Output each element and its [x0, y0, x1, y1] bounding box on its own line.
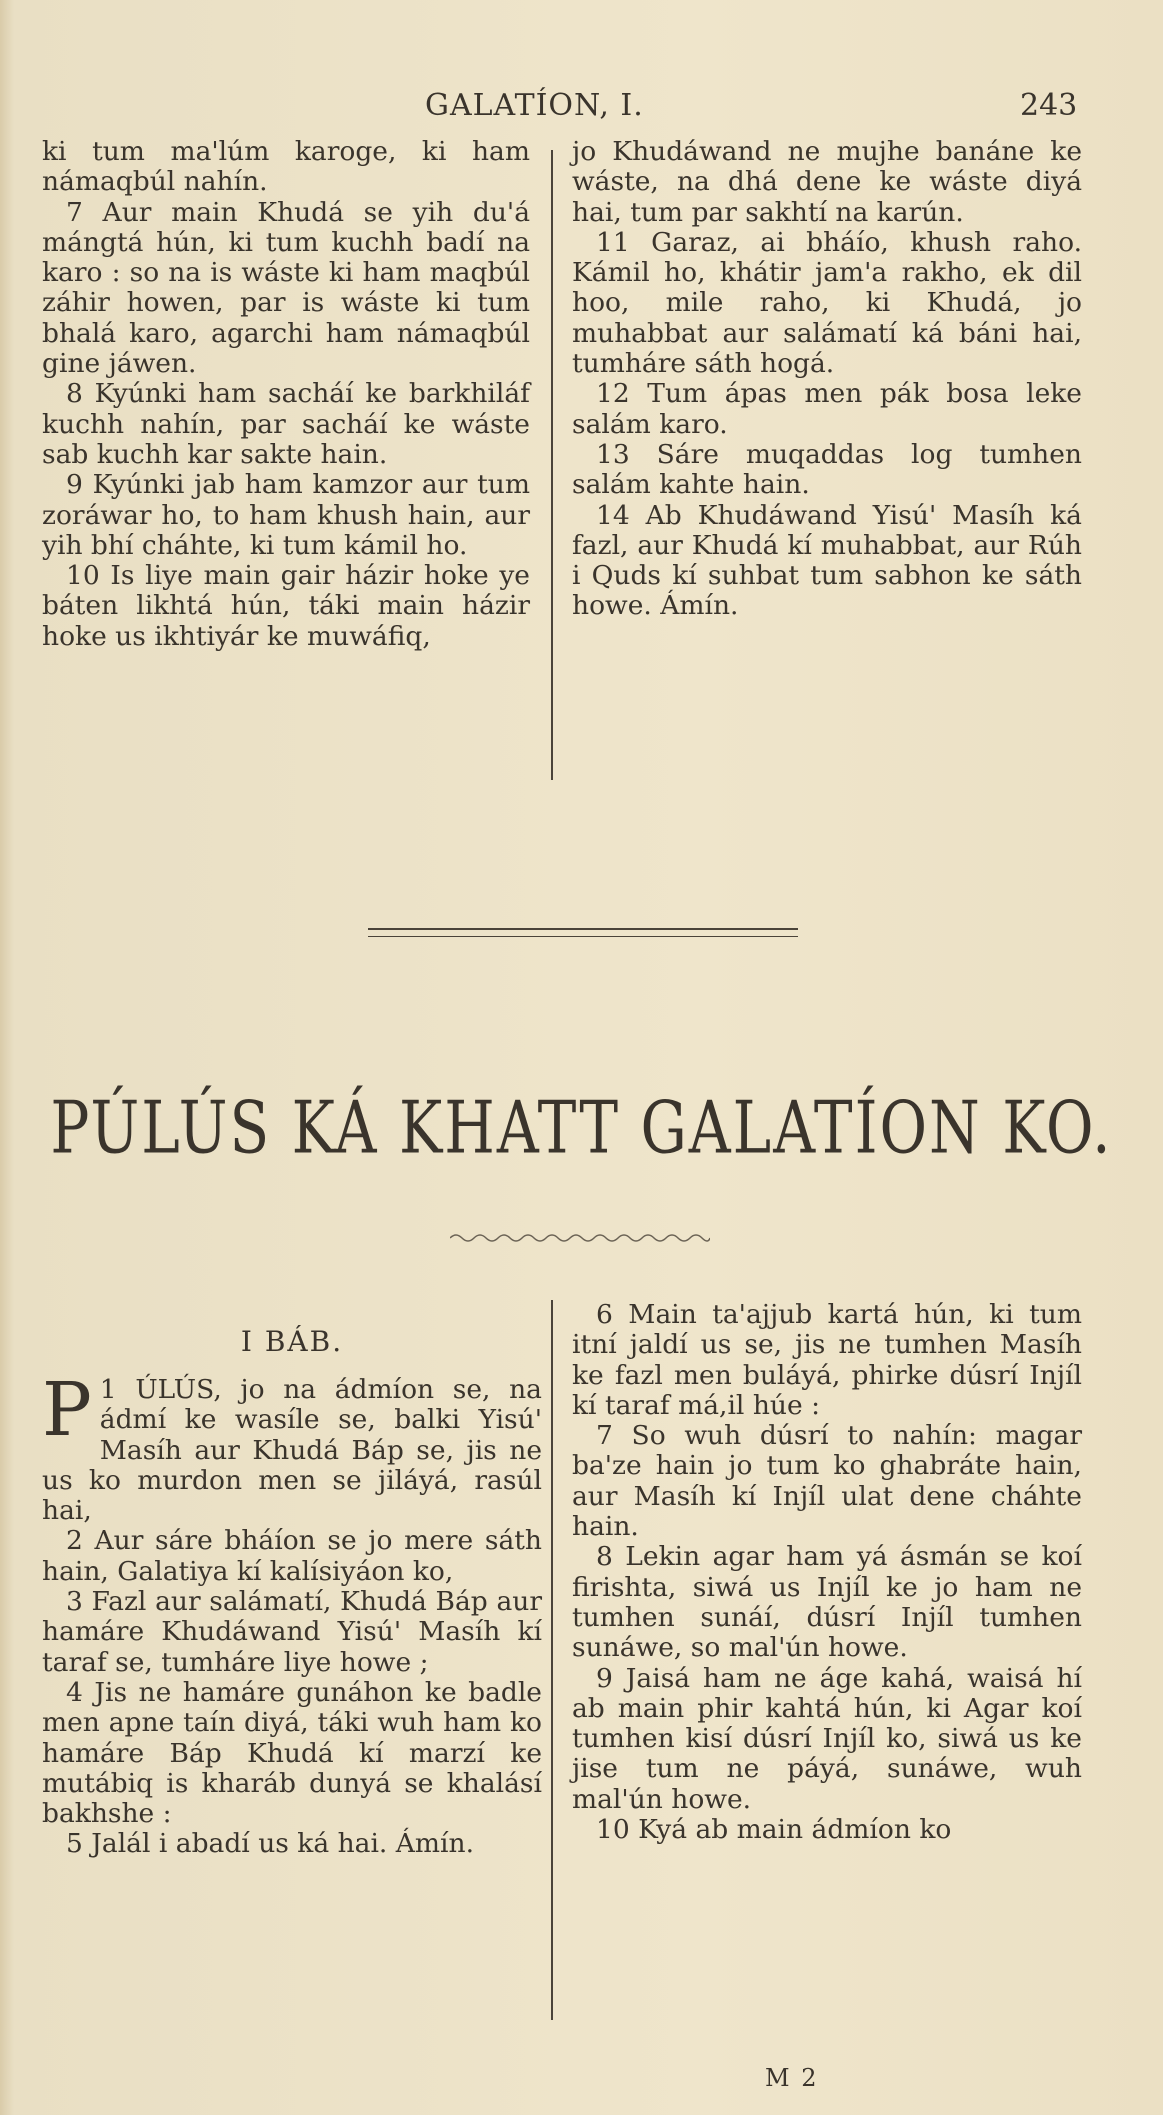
- verse: 9 Kyúnki jab ham kamzor aur tum zoráwar ho, to ham khush hain, aur yih bhí cháhte, ki tum kámil ho.: [42, 469, 530, 561]
- verse: 4 Jis ne hamáre gunáhon ke badle men apne taín diyá, táki wuh ham ko hamáre Báp Khudá kí marzí ke mutábiq is kharáb dunyá se khalásí bakhshe :: [42, 1676, 542, 1830]
- verse: 8 Kyúnki ham sacháí ke barkhiláf kuchh nahín, par sacháí ke wáste sab kuchh kar sakte hain.: [42, 378, 530, 470]
- section-separator-rule: [368, 928, 798, 937]
- verse: 5 Jalál i abadí us ká hai. Ámín.: [66, 1828, 474, 1860]
- verse: 13 Sáre muqaddas log tumhen salám kahte hain.: [572, 438, 1082, 501]
- page-number: 243: [1020, 88, 1078, 123]
- wavy-ornament: [450, 1232, 710, 1244]
- chapter-heading: I BÁB.: [240, 1325, 344, 1358]
- verse: 3 Fazl aur salámatí, Khudá Báp aur hamáre Khudáwand Yisú' Masíh kí taraf se, tumháre liye howe ;: [42, 1586, 542, 1678]
- bottom-left-column: [42, 1367, 542, 1860]
- verse: 6 Main ta'ajjub kartá hún, ki tum itní jaldí us se, jis ne tumhen Masíh ke fazl men buláyá, phirke dúsrí Injíl kí taraf má,il húe :: [572, 1299, 1082, 1421]
- verse: 14 Ab Khudáwand Yisú' Masíh ká fazl, aur Khudá kí muhabbat, aur Rúh i Quds kí suhbat tum sabhon ke sáth howe. Ámín.: [572, 499, 1082, 622]
- verse: 2 Aur sáre bháíon se jo mere sáth hain, Galatiya kí kalísiyáon ko,: [42, 1525, 542, 1587]
- verse: 7 Aur main Khudá se yih du'á mángtá hún, ki tum kuchh badí na karo : so na is wáste ki ham maqbúl záhir howen, par is wáste ki tum bhalá karo, agarchi ham námaqbúl gine jáwen.: [42, 196, 530, 380]
- bottom-right-column: [572, 1300, 1082, 1845]
- verse: 9 Jaisá ham ne áge kahá, waisá hí ab main phir kahtá hún, ki Agar koí tumhen kisí dúsrí Injíl ko, siwá us ke jise tum ne páyá, sunáwe, wuh mal'ún howe.: [572, 1662, 1082, 1815]
- verse-text: ÚLÚS, jo na ádmíon se, na ádmí ke wasíle se, balki Yisú' Masíh aur Khudá Báp se, jis ne us ko murdon men se jiláyá, rasúl hai,: [42, 1374, 542, 1527]
- verse: ki tum ma'lúm karoge, ki ham námaqbúl nahín.: [42, 136, 530, 198]
- book-title: PÚLÚS KÁ KHATT GALATÍON KO.: [50, 1085, 1113, 1170]
- verse: jo Khudáwand ne mujhe banáne ke wáste, na dhá dene ke wáste diyá hai, tum par sakhtí na karún.: [572, 136, 1082, 228]
- top-left-column: [42, 137, 530, 652]
- column-divider: [551, 1300, 553, 2020]
- verse: 7 So wuh dúsrí to nahín: magar ba'ze hain jo tum ko ghabráte hain, aur Masíh kí Injíl ulat dene cháhte hain.: [572, 1420, 1082, 1543]
- verse: 10 Is liye main gair házir hoke ye báten likhtá hún, táki main házir hoke us ikhtiyár ke muwáfiq,: [42, 560, 530, 652]
- signature-mark: M 2: [765, 2064, 819, 2092]
- verse: 11 Garaz, ai bháío, khush raho. Kámil ho, khátir jam'a rakho, ek dil hoo, mile raho, ki Khudá, jo muhabbat aur salámatí ká báni hai, tumháre sáth hogá.: [572, 226, 1082, 380]
- top-right-column: [572, 137, 1082, 622]
- verse: 8 Lekin agar ham yá ásmán se koí firishta, siwá us Injíl ke jo ham ne tumhen sunáí, dúsrí Injíl tumhen sunáwe, so mal'ún howe.: [572, 1541, 1082, 1664]
- verse-number: 1: [99, 1374, 117, 1405]
- verse-1: [42, 1367, 542, 1527]
- running-title: GALATÍON, I.: [425, 88, 644, 123]
- verse: 10 Kyá ab main ádmíon ko: [596, 1814, 952, 1846]
- running-header: [0, 88, 1163, 128]
- column-divider: [551, 150, 553, 780]
- drop-cap: P: [42, 1367, 92, 1453]
- verse: 12 Tum ápas men pák bosa leke salám karo.: [572, 378, 1082, 440]
